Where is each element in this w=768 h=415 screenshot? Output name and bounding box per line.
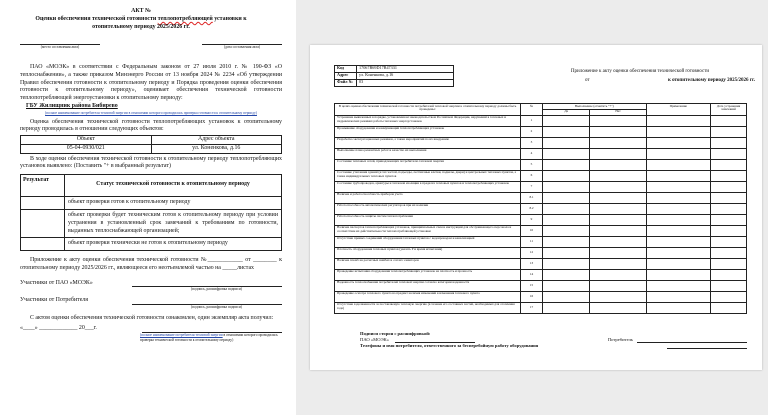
header-deadline: Дата устранения замечаний (711, 104, 747, 116)
checklist-item-text: Проведение осмотра теплового пункта на предмет наличия изменений в изменения теплового пункта (335, 291, 521, 302)
checklist-no-cell[interactable] (590, 214, 646, 225)
checklist-deadline-cell[interactable] (711, 247, 747, 258)
checklist-no-cell[interactable] (590, 148, 646, 159)
table-row (335, 137, 747, 148)
checklist-item-number: 2 (521, 126, 543, 137)
checklist-deadline-cell[interactable] (711, 181, 747, 192)
checklist-item-number: 7 (521, 181, 543, 192)
checklist-deadline-cell[interactable] (711, 115, 747, 126)
checklist-no-cell[interactable] (590, 225, 646, 236)
footer-moek: ПАО «МОЭК» (360, 336, 389, 342)
checklist-item-text: Отсутствие задолженности за поставляемую тепловую энергию (в течение его составных частей, необходимых для отопления года) (335, 302, 521, 313)
table-row (335, 269, 747, 280)
checklist-deadline-cell[interactable] (711, 159, 747, 170)
moek-signature-block (20, 280, 282, 293)
checklist-item-number: 5 (521, 159, 543, 170)
checklist-item-text: Состояние тепловых сетей, принадлежащих потребителю тепловой энергии (335, 159, 521, 170)
appendix-meta-table: Код 17067B69D17B47331 Адрес ул. Коненкова, д.16 Файл № 03 (334, 65, 454, 87)
table-row (21, 238, 282, 251)
table-row (335, 236, 747, 247)
act-title: АКТ № Оценки обеспечения технической готовности теплопотребляющей установки к отопительному периоду 2025/2026 гг. (35, 8, 247, 30)
checklist-item-text: Отсутствие прямых соединений оборудования тепловых пунктов с водопроводом и канализацией (335, 236, 521, 247)
intro-paragraph: ПАО «МОЭК» в соответствии с Федеральным законом от 27 июля 2010 г. № 190-ФЗ «О теплоснабжении», а также приказом Минэнерго России от 13 ноября 2024 № 2234 «Об утверждении Правил обеспечения готовности к отопительному периоду и Порядка проведения оценки обеспечения готовности к отопительному периоду», оценивает обеспечения технической готовности теплопотребляющей энергоустановки к отопительному периоду: (20, 64, 282, 102)
checklist-no-cell[interactable] (590, 302, 646, 313)
checklist-item-number: 3 (521, 137, 543, 148)
checklist-yes-cell[interactable] (543, 214, 590, 225)
table-row (335, 302, 747, 313)
results-table (20, 174, 282, 251)
table-row (21, 209, 282, 237)
table-row (335, 192, 747, 203)
checklist-deadline-cell[interactable] (711, 148, 747, 159)
table-row (335, 214, 747, 225)
checklist-yes-cell[interactable] (543, 203, 590, 214)
acknowledgement-date: «____» _____________ 20___г. (20, 325, 97, 332)
checklist-no-cell[interactable] (590, 126, 646, 137)
place-date-row (20, 41, 282, 50)
checklist-no-cell[interactable] (590, 115, 646, 126)
table-row (335, 126, 747, 137)
checklist-yes-cell[interactable] (543, 269, 590, 280)
header-note: Примечание (646, 104, 710, 116)
table-row (335, 115, 747, 126)
checklist-yes-cell[interactable] (543, 236, 590, 247)
footer-signatures-label: Подписи сторон с расшифровкой: (360, 331, 431, 336)
checklist-yes-cell[interactable] (543, 126, 590, 137)
checklist-note-cell[interactable] (646, 280, 710, 291)
date-caption: (дата составления акта) (223, 45, 261, 50)
checklist-item-number: 8.2 (521, 203, 543, 214)
consumer-signature-block (20, 297, 282, 310)
checklist-item-text: Работоспособность защиты систем теплопотребления (335, 214, 521, 225)
checklist-yes-cell[interactable] (543, 137, 590, 148)
checklist-no-cell[interactable] (590, 269, 646, 280)
results-header-status: Статус технической готовности к отопительному периоду (65, 175, 282, 197)
checklist-item-number: 4 (521, 148, 543, 159)
results-paragraph: В ходе оценки обеспечения технической готовности к отопительному периоду теплопотребляющих установок выявлено: (Поставить "+ в выбранный результат) (20, 155, 282, 170)
checklist-note-cell[interactable] (646, 170, 710, 181)
checklist-yes-cell[interactable] (543, 291, 590, 302)
act-page (0, 0, 296, 415)
table-row (335, 181, 747, 192)
checklist-item-number: 14 (521, 269, 543, 280)
table-row (335, 203, 747, 214)
checklist-item-text: Наличие пломб на расчетных шайбах и соплах элеваторов (335, 258, 521, 269)
checklist-note-cell[interactable] (646, 258, 710, 269)
checklist-item-number: 10 (521, 225, 543, 236)
checklist-item-text: Проведение испытания оборудования теплопотребляющих установок на плотность и прочность (335, 269, 521, 280)
table-row (21, 197, 282, 210)
checklist-item-text: Промывание оборудования и коммуникаций теплопотребляющих установок (335, 126, 521, 137)
appendix-page (310, 45, 762, 370)
objects-paragraph: Оценка обеспечения технической готовности теплопотребляющих установок к отопительному периоду проводилась в отношении следующих объектов: (20, 118, 282, 133)
checklist-yes-cell[interactable] (543, 115, 590, 126)
checklist-item-number: 16 (521, 291, 543, 302)
checklist-item-text: Наличие паспортов теплопотребляющих установок, принципиальных схем и инструкций для обслуживающего персонала и соответствие их действительности теплопотребляющей установки (335, 225, 521, 236)
moek-participants-label: Участники от ПАО «МОЭК» (20, 279, 93, 286)
checklist-no-cell[interactable] (590, 137, 646, 148)
checklist-deadline-cell[interactable] (711, 236, 747, 247)
checklist-deadline-cell[interactable] (711, 225, 747, 236)
checklist-item-text: Состояние утепления зданий (и тех частей, подъезды, лестничные клетки, подвалы, двери) и центральных тепловых пунктов, а также индивидуальных тепловых пунктов (335, 170, 521, 181)
checklist-yes-cell[interactable] (543, 302, 590, 313)
checklist-note-cell[interactable] (646, 126, 710, 137)
table-row (335, 148, 747, 159)
table-row (335, 291, 747, 302)
bottom-caption: (полное наименование потребителя тепловой энергии в отношении которого проводилась проверка технической готовности к отопительному периоду) (140, 333, 278, 342)
checklist-yes-cell[interactable] (543, 170, 590, 181)
table-row (335, 225, 747, 236)
checklist-note-cell[interactable] (646, 247, 710, 258)
checklist-note-cell[interactable] (646, 192, 710, 203)
acknowledgement-paragraph: С актом оценки обеспечения технической готовности ознакомлен, один экземпляр акта получил: (30, 314, 274, 321)
checklist-item-text: Наличие и работоспособность приборов учета (335, 192, 521, 203)
appendix-footer (334, 331, 747, 349)
checklist-item-number: 15 (521, 280, 543, 291)
checklist-deadline-cell[interactable] (711, 291, 747, 302)
checklist-item-text: Состояние трубопроводов, арматуры и тепловой изоляции в пределах тепловых пунктов и теплопотребляющих установок (335, 181, 521, 192)
checklist-no-cell[interactable] (590, 159, 646, 170)
checklist-no-cell[interactable] (590, 291, 646, 302)
checklist-item-number: 11 (521, 236, 543, 247)
checklist-item-number: 9 (521, 214, 543, 225)
result-checkbox-1[interactable] (21, 197, 65, 210)
moek-sign-caption: (подпись, расшифровка подписи) (190, 287, 242, 292)
checklist-no-cell[interactable] (590, 247, 646, 258)
header-item: В целях оценки обеспечения технической готовности потребителей тепловой энергии к отопительному периоду должны быть проведены: (335, 104, 521, 116)
checklist-yes-cell[interactable] (543, 181, 590, 192)
results-header-result: Результат (21, 175, 65, 197)
checklist-item-text: Надежность теплоснабжения потребителей тепловой энергии согласно категории надежности (335, 280, 521, 291)
checklist-yes-cell[interactable] (543, 258, 590, 269)
org-name: ГБУ Жилищник района Бибирево (26, 102, 118, 109)
table-row (335, 258, 747, 269)
appendix-from: от (585, 77, 590, 83)
checklist-item-text: Выполнение плана ремонтных работ и качество их выполнения (335, 148, 521, 159)
checklist-yes-cell[interactable] (543, 280, 590, 291)
objects-header-object: Объект (21, 136, 152, 145)
checklist-no-cell[interactable] (590, 203, 646, 214)
checklist-yes-cell[interactable] (543, 247, 590, 258)
object-code: 05-04-0930/021 (21, 144, 152, 153)
checklist-no-cell[interactable] (590, 280, 646, 291)
table-row (21, 144, 282, 153)
footer-phones: Телефоны и имя потребителя, ответственного за бесперебойную работу оборудования (360, 342, 539, 348)
header-done: Выполнение (отметить "+") (543, 104, 647, 110)
result-status-1: объект проверки готов к отопительному периоду (65, 197, 282, 210)
checklist-item-number: 8.1 (521, 192, 543, 203)
checklist-no-cell[interactable] (590, 170, 646, 181)
checklist-deadline-cell[interactable] (711, 302, 747, 313)
meta-code: 17067B69D17B47331 (357, 66, 454, 73)
checklist-note-cell[interactable] (646, 203, 710, 214)
object-address: ул. Коненкова, д.16 (151, 144, 282, 153)
checklist-no-cell[interactable] (590, 192, 646, 203)
checklist-deadline-cell[interactable] (711, 126, 747, 137)
result-checkbox-2[interactable] (21, 209, 65, 237)
result-status-3: объект проверки технически не готов к отопительному периоду (65, 238, 282, 251)
header-yes: Да (543, 109, 590, 115)
checklist-item-text: Плотность оборудования тепловых пунктов (указать Р и время испытания) (335, 247, 521, 258)
checklist-item-number: 1 (521, 115, 543, 126)
consumer-participants-label: Участники от Потребителя (20, 297, 88, 304)
checklist-note-cell[interactable] (646, 269, 710, 280)
table-row (335, 280, 747, 291)
checklist-note-cell[interactable] (646, 225, 710, 236)
checklist-item-number: 12 (521, 247, 543, 258)
org-caption: (полное наименование потребителя тепловой энергии в отношении которого проводилась проверка готовности к отопительному периоду) (45, 110, 257, 115)
checklist-yes-cell[interactable] (543, 225, 590, 236)
result-status-2: объект проверки будет техническим готов к отопительному периоду при условии устранения в установленный срок замечаний к требованиям по готовности, выданных теплоснабжающей организацией; (65, 209, 282, 237)
table-row (335, 159, 747, 170)
checklist-no-cell[interactable] (590, 181, 646, 192)
checklist-note-cell[interactable] (646, 302, 710, 313)
checklist-yes-cell[interactable] (543, 192, 590, 203)
header-no: Нет (590, 109, 646, 115)
consumer-sign-caption: (подпись, расшифровка подписи) (190, 304, 242, 309)
objects-table (20, 135, 282, 154)
checklist-yes-cell[interactable] (543, 148, 590, 159)
checklist-item-text: Разработка эксплуатационных режимов, а также мероприятий по их внедрению (335, 137, 521, 148)
meta-file-number: 03 (357, 80, 454, 87)
checklist-deadline-cell[interactable] (711, 280, 747, 291)
footer-consumer: Потребитель (607, 336, 633, 342)
appendix-paragraph: Приложение к акту оценки обеспечения технической готовности №____________ от ________ к отопительному периоду 2025/2026 гг., являющееся его неотъемлемой частью на _____листах (20, 257, 282, 271)
checklist-item-text: Работоспособность автоматических регуляторов при их наличии (335, 203, 521, 214)
appendix-title-block (525, 69, 755, 84)
checklist-item-number: 6 (521, 170, 543, 181)
meta-address: ул. Коненкова, д.16 (357, 73, 454, 80)
header-number: № (521, 104, 543, 116)
place-caption: (место составления акта) (40, 45, 80, 50)
checklist-deadline-cell[interactable] (711, 214, 747, 225)
checklist-deadline-cell[interactable] (711, 137, 747, 148)
appendix-checklist-table (334, 103, 747, 314)
checklist-note-cell[interactable] (646, 291, 710, 302)
checklist-no-cell[interactable] (590, 236, 646, 247)
checklist-deadline-cell[interactable] (711, 258, 747, 269)
checklist-item-number: 17 (521, 302, 543, 313)
result-checkbox-3[interactable] (21, 238, 65, 251)
checklist-no-cell[interactable] (590, 258, 646, 269)
checklist-note-cell[interactable] (646, 181, 710, 192)
checklist-deadline-cell[interactable] (711, 203, 747, 214)
table-row (335, 170, 747, 181)
checklist-note-cell[interactable] (646, 137, 710, 148)
checklist-item-text: Устранение выявленных в порядке, установленном законодательством Российской Федерации, нарушений в тепловых и гидравлических режимах работы тепловых энергоустановок (335, 115, 521, 126)
checklist-note-cell[interactable] (646, 236, 710, 247)
checklist-deadline-cell[interactable] (711, 170, 747, 181)
checklist-yes-cell[interactable] (543, 159, 590, 170)
appendix-subtitle: к отопительному периоду 2025/2026 гг. (667, 77, 755, 83)
checklist-note-cell[interactable] (646, 159, 710, 170)
checklist-note-cell[interactable] (646, 214, 710, 225)
checklist-deadline-cell[interactable] (711, 269, 747, 280)
checklist-item-number: 13 (521, 258, 543, 269)
appendix-title: Приложение к акту оценки обеспечения технической готовности (570, 69, 710, 74)
objects-header-address: Адрес объекта (151, 136, 282, 145)
checklist-note-cell[interactable] (646, 115, 710, 126)
table-row (335, 247, 747, 258)
checklist-deadline-cell[interactable] (711, 192, 747, 203)
checklist-note-cell[interactable] (646, 148, 710, 159)
